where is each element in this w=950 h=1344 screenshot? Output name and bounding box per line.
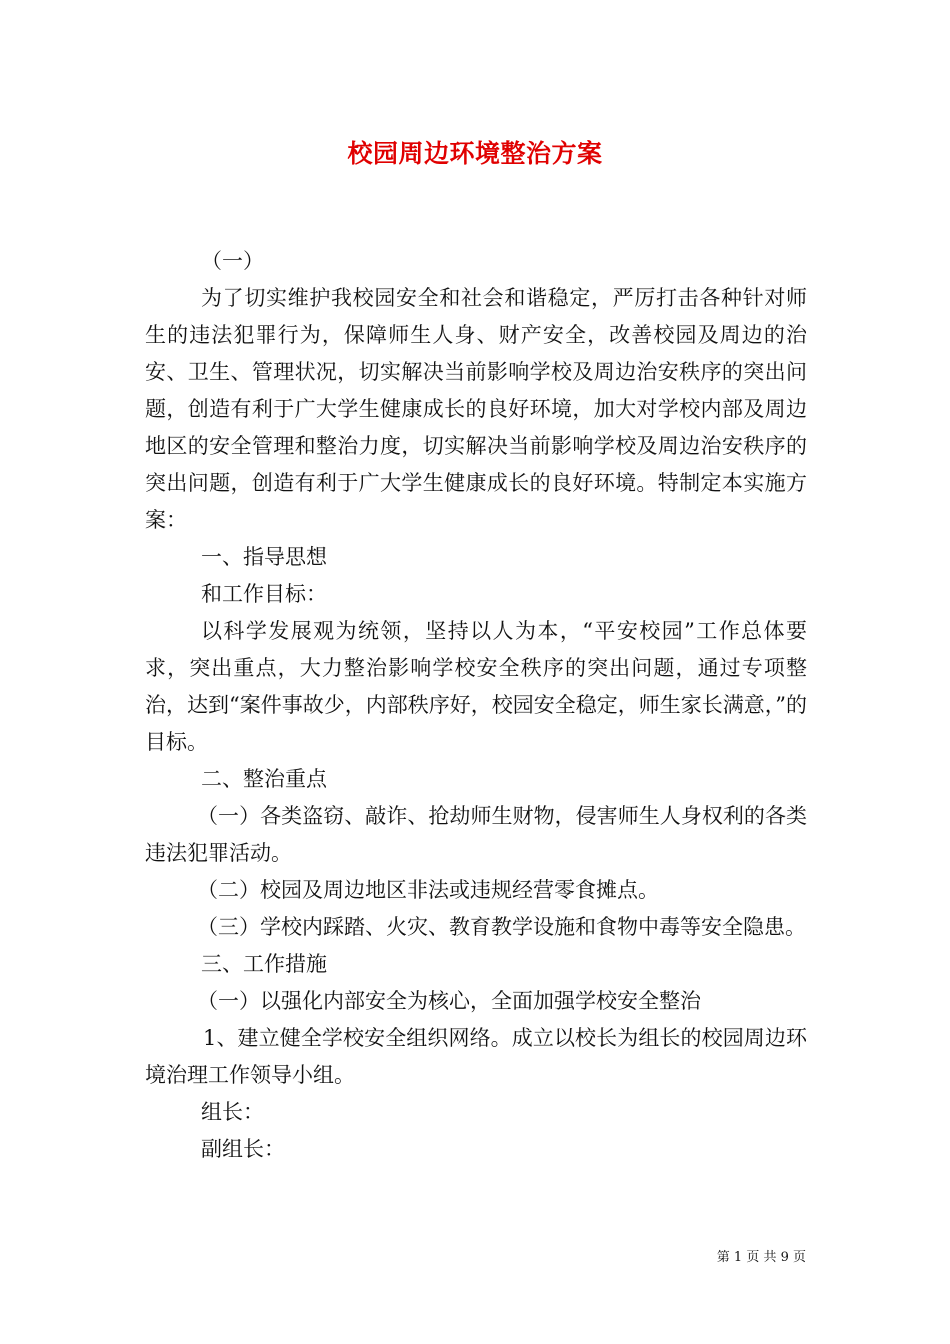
key-point-1: （一）各类盗窃、敲诈、抢劫师生财物，侵害师生人身权利的各类违法犯罪活动。 [145, 804, 807, 865]
page-number: 第 1 页 共 9 页 [716, 1250, 806, 1265]
heading-key-points: 二、整治重点 [201, 767, 327, 791]
key-point-2: （二）校园及周边地区非法或违规经营零食摊点。 [197, 878, 659, 902]
heading-guiding-ideology: 一、指导思想 [201, 545, 327, 569]
measure-1-item-1: 1、建立健全学校安全组织网络。成立以校长为组长的校园周边环境治理工作领导小组。 [145, 1026, 807, 1087]
intro-paragraph: 为了切实维护我校园安全和社会和谐稳定，严厉打击各种针对师生的违法犯罪行为，保障师生人身、财产安全，改善校园及周边的治安、卫生、管理状况，切实解决当前影响学校及周边治安秩序的突出问题，创造有利于广大学生健康成长的良好环境，加大对学校内部及周边地区的安全管理和整治力度，切实解决当前影响学校及周边治安秩序的突出问题，创造有利于广大学生健康成长的良好环境。特制定本实施方案： [145, 286, 807, 532]
leader-label: 组长： [201, 1100, 264, 1124]
key-point-3: （三）学校内踩踏、火灾、教育教学设施和食物中毒等安全隐患。 [197, 915, 806, 939]
measure-1-heading: （一）以强化内部安全为核心，全面加强学校安全整治 [197, 989, 701, 1013]
goals-paragraph: 以科学发展观为统领，坚持以人为本，“平安校园”工作总体要求，突出重点，大力整治影响学校安全秩序的突出问题，通过专项整治，达到“案件事故少，内部秩序好，校园安全稳定，师生家长满意，”的目标。 [145, 619, 807, 754]
document-title: 校园周边环境整治方案 [347, 139, 603, 168]
document-body [145, 243, 807, 1168]
section-marker: （一） [201, 249, 264, 273]
deputy-leader-label: 副组长： [201, 1137, 285, 1161]
heading-work-goals: 和工作目标： [201, 582, 327, 606]
heading-work-measures: 三、工作措施 [201, 952, 327, 976]
